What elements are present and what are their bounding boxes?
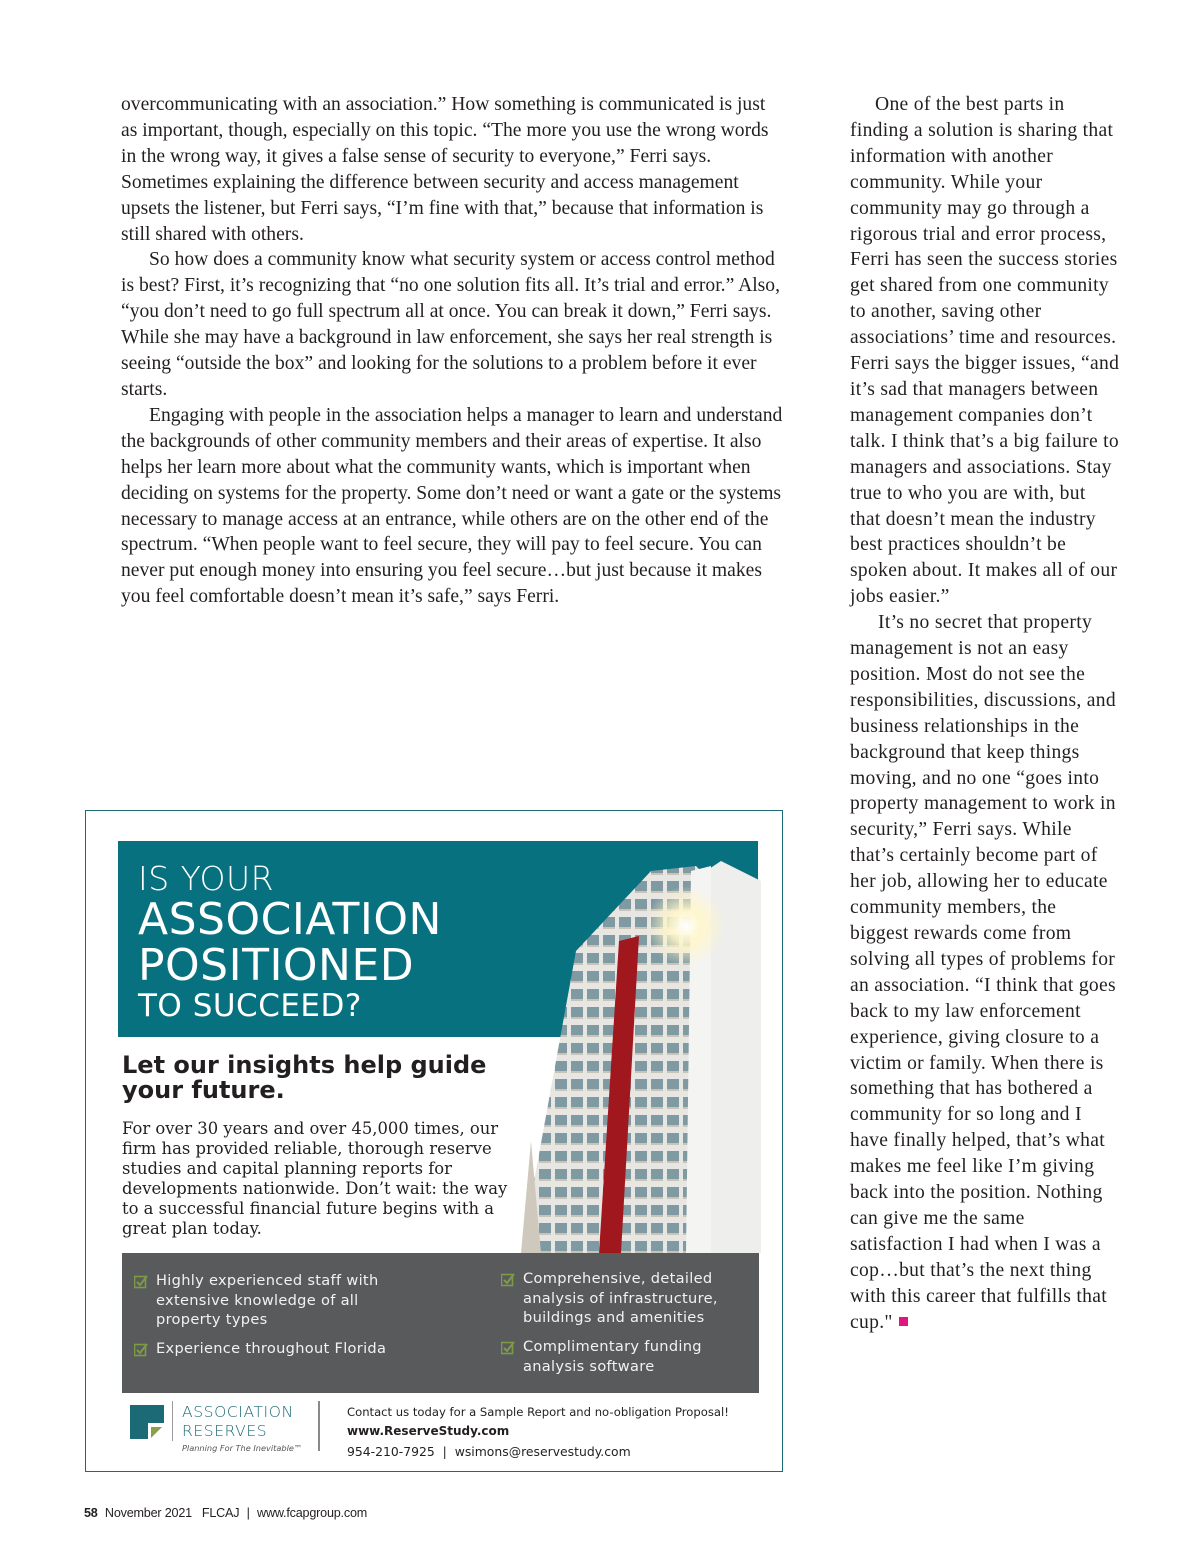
article-paragraph-text: It’s no secret that property management is not an easy position. Most do not see the responsibilities, discussions, and business relationships in the background that keep things moving, and no one “goes into property management to work in security,” Ferri says. While that’s certainly become part of her job, allowing her to educate community members, the biggest rewards come from solving all types of problems for an association. “I think that goes back to my law enforcement experience, giving closure to a victim or family. When there is something that has bothered a community for so long and I have finally helped, that’s what makes me feel like I’m giving back into the position. Nothing can give me the same satisfaction I had when I was a cop…but that’s the next thing with this career that fulfills that cup." [850, 612, 1116, 1333]
feature-item [523, 1337, 753, 1376]
ad-headline-line: IS YOUR [138, 859, 275, 898]
feature-text: Highly experienced staff with extensive knowledge of all property types [156, 1272, 379, 1328]
checkbox-check-icon [134, 1343, 148, 1357]
article-paragraph: One of the best parts in finding a solution is sharing that information with another community. While your community may go through a rigorous trial and error process, Ferri has seen the success stories get shared from one community to another, saving other associations’ time and resources. Ferri says the bigger issues, “and it’s sad that managers between management companies don’t talk. I think that’s a big failure to managers and associations. Stay true to who you are with, but that doesn’t mean the industry best practices shouldn’t be spoken about. It makes all of our jobs easier.” [850, 94, 1120, 608]
contact-block [347, 1403, 729, 1462]
checkbox-check-icon [501, 1341, 515, 1355]
feature-item [156, 1339, 416, 1359]
feature-text: Experience throughout Florida [156, 1340, 387, 1357]
article-left-column [121, 92, 783, 610]
contact-divider [318, 1401, 320, 1451]
contact-phone-email[interactable]: 954-210-7925 | wsimons@reservestudy.com [347, 1444, 631, 1459]
logo-name-line: RESERVES [182, 1421, 268, 1440]
advertisement[interactable] [85, 810, 783, 1472]
ad-headline-line: POSITIONED [138, 940, 415, 991]
folio-separator: | [246, 1506, 250, 1520]
issue-date: November 2021 [104, 1506, 192, 1520]
article-paragraph: So how does a community know what security system or access control method is best? First, it’s recognizing that “no one solution fits all. It’s trial and error.” Also, “you don’t need to go full spectrum all at once. You can break it down,” Ferri says. While she may have a background in law enforcement, she says her real strength is seeing “outside the box” and looking for the solutions to a problem before it ever starts. [121, 249, 781, 400]
page-number: 58 [84, 1506, 98, 1520]
association-reserves-logo-icon [130, 1405, 164, 1439]
contact-cta: Contact us today for a Sample Report and no-obligation Proposal! [347, 1405, 729, 1419]
feature-text: Comprehensive, detailed analysis of infrastructure, buildings and amenities [523, 1270, 718, 1326]
logo-divider [172, 1401, 173, 1441]
ad-body-text: For over 30 years and over 45,000 times, our firm has provided reliable, thorough reserve studies and capital planning reports for developments nationwide. Don’t wait: the way to a successful financial future begins with a great plan today. [122, 1119, 508, 1238]
logo-wordmark [182, 1403, 294, 1440]
article-paragraph-final [850, 610, 1120, 1335]
checkbox-check-icon [501, 1273, 515, 1287]
end-of-article-mark-icon [899, 1317, 908, 1326]
ad-subheadline: Let our insights help guide your future. [122, 1051, 487, 1104]
ad-headline-line: ASSOCIATION [138, 894, 442, 945]
publication-name: FLCAJ [201, 1506, 240, 1520]
feature-item [156, 1271, 416, 1330]
article-right-column [850, 92, 1120, 1336]
publication-website-link[interactable]: www.fcapgroup.com [257, 1506, 368, 1520]
checkbox-check-icon [134, 1275, 148, 1289]
article-paragraph: Engaging with people in the association helps a manager to learn and understand the backgrounds of other community members and their areas of expertise. It also helps her learn more about what the community wants, which is important when deciding on systems for the property. Some don’t need or want a gate or the systems necessary to manage access at an entrance, while others are on the other end of the spectrum. “When people want to feel secure, they will pay to feel secure. You can never put enough money into ensuring you feel secure…but just because it makes you feel comfortable doesn’t mean it’s safe,” says Ferri. [121, 404, 783, 608]
ad-features-panel [122, 1253, 759, 1393]
contact-website-link[interactable]: www.ReserveStudy.com [347, 1424, 510, 1438]
feature-text: Complimentary funding analysis software [523, 1338, 702, 1375]
logo-name-line: ASSOCIATION [182, 1403, 294, 1421]
building-photo [521, 841, 761, 1253]
ad-headline [138, 861, 442, 1023]
logo-tagline: Planning For The Inevitable™ [182, 1443, 303, 1453]
article-paragraph: overcommunicating with an association.” How something is communicated is just as important, though, especially on this topic. “The more you use the wrong words in the wrong way, it gives a false sense of security to everyone,” Ferri says. Sometimes explaining the difference between security and access management upsets the listener, but Ferri says, “I’m fine with that,” because that information is still shared with others. [121, 94, 769, 245]
feature-item [523, 1269, 753, 1328]
page-folio [84, 1506, 367, 1520]
ad-headline-line: TO SUCCEED? [138, 988, 362, 1024]
ad-footer [122, 1393, 759, 1471]
